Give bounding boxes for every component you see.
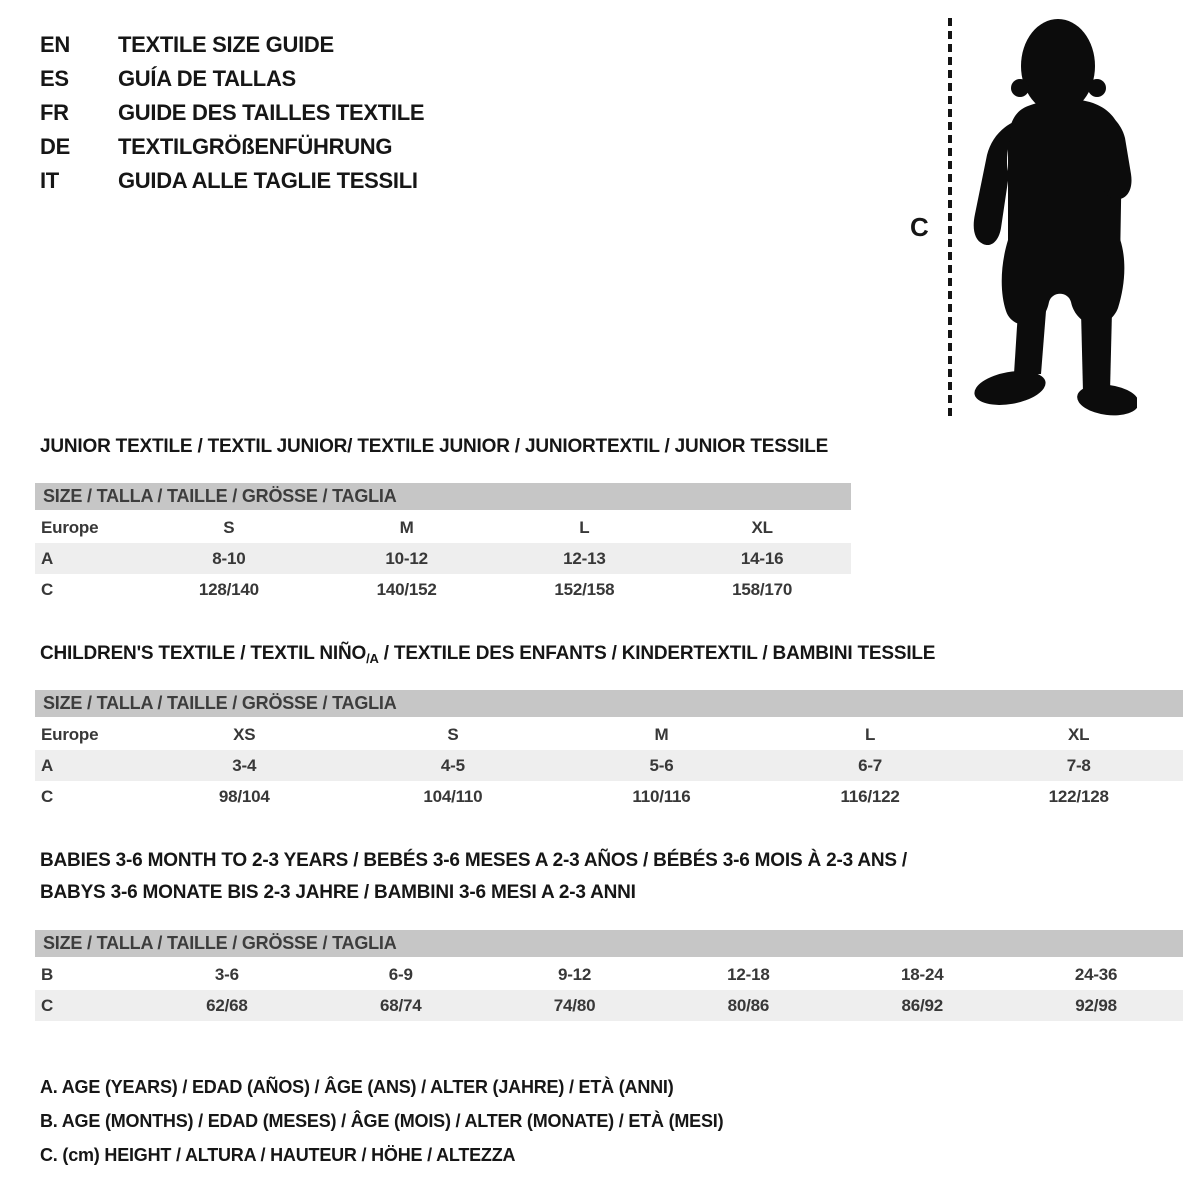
row-label: Europe — [41, 518, 99, 537]
table-row — [35, 750, 1183, 781]
table-cell: 6-7 — [858, 756, 883, 775]
table-cell: 5-6 — [649, 756, 674, 775]
table-cell: 12-13 — [563, 549, 606, 568]
row-label: B — [41, 965, 54, 984]
table-cell: 62/68 — [206, 996, 248, 1015]
language-code: FR — [40, 100, 69, 125]
table-cell: 152/158 — [554, 580, 615, 599]
row-label: A — [41, 756, 54, 775]
table-cell: 6-9 — [388, 965, 413, 984]
table-cell: L — [579, 518, 590, 537]
children-title-prefix: CHILDREN'S TEXTILE / TEXTIL NIÑO — [40, 643, 367, 664]
height-measure-figure — [900, 10, 1200, 430]
row-label: C — [41, 787, 54, 806]
table-row — [35, 574, 851, 605]
table-cell: 7-8 — [1066, 756, 1091, 775]
language-row — [40, 96, 424, 130]
language-title: TEXTILE SIZE GUIDE — [118, 32, 334, 57]
children-size-table — [35, 690, 1183, 812]
language-row — [40, 62, 424, 96]
babies-size-table — [35, 930, 1183, 1021]
table-row — [35, 990, 1183, 1021]
table-cell: M — [399, 518, 414, 537]
junior-size-table — [35, 483, 851, 605]
language-title: GUIDE DES TAILLES TEXTILE — [118, 100, 425, 125]
table-cell: 98/104 — [218, 787, 270, 806]
row-label: C — [41, 580, 54, 599]
babies-title-line2: BABYS 3-6 MONATE BIS 2-3 JAHRE / BAMBINI 3-6 MESI A 2-3 ANNI — [40, 882, 636, 903]
table-cell: 4-5 — [440, 756, 465, 775]
table-cell: 92/98 — [1075, 996, 1117, 1015]
language-code: IT — [40, 168, 59, 193]
row-label: A — [41, 549, 54, 568]
table-row — [35, 959, 1183, 990]
children-title-suffix: / TEXTILE DES ENFANTS / KINDERTEXTIL / BAMBINI TESSILE — [378, 643, 936, 664]
toddler-silhouette — [962, 16, 1137, 420]
height-dashed-line — [948, 18, 952, 418]
table-cell: 86/92 — [901, 996, 944, 1015]
measurement-legend — [40, 1070, 723, 1172]
language-code: ES — [40, 66, 69, 91]
table-cell: XL — [1068, 725, 1090, 744]
table-cell: 104/110 — [423, 787, 483, 806]
children-title-sub: /A — [366, 651, 379, 666]
table-row — [35, 512, 851, 543]
language-title: TEXTILGRÖßENFÜHRUNG — [118, 134, 393, 159]
legend-line: B. AGE (MONTHS) / EDAD (MESES) / ÂGE (MOIS) / ALTER (MONATE) / ETÀ (MESI) — [40, 1111, 724, 1131]
table-cell: M — [654, 725, 669, 744]
language-title: GUÍA DE TALLAS — [118, 66, 296, 91]
table-cell: 110/116 — [632, 787, 691, 806]
table-cell: 24-36 — [1074, 965, 1118, 984]
language-row — [40, 28, 424, 62]
table-cell: 116/122 — [840, 787, 900, 806]
babies-title-line1: BABIES 3-6 MONTH TO 2-3 YEARS / BEBÉS 3-6 MESES A 2-3 AÑOS / BÉBÉS 3-6 MOIS À 2-3 ANS / — [40, 850, 908, 871]
table-row — [35, 781, 1183, 812]
size-header-bar: SIZE / TALLA / TAILLE / GRÖSSE / TAGLIA — [35, 690, 1183, 717]
table-cell: 3-4 — [232, 756, 257, 775]
language-title-list — [40, 28, 424, 198]
language-code: EN — [40, 32, 70, 57]
size-header-bar: SIZE / TALLA / TAILLE / GRÖSSE / TAGLIA — [35, 930, 1183, 957]
table-cell: XS — [233, 725, 256, 744]
table-cell: 12-18 — [727, 965, 770, 984]
table-cell: L — [865, 725, 876, 744]
table-cell: S — [447, 725, 459, 744]
language-row — [40, 164, 424, 198]
size-header-bar: SIZE / TALLA / TAILLE / GRÖSSE / TAGLIA — [35, 483, 851, 510]
table-cell: S — [223, 518, 235, 537]
children-section-title — [40, 643, 935, 666]
table-cell: 158/170 — [732, 580, 793, 599]
language-row — [40, 130, 424, 164]
row-label: Europe — [41, 725, 99, 744]
row-label: C — [41, 996, 54, 1015]
table-cell: 3-6 — [214, 965, 239, 984]
table-cell: 140/152 — [376, 580, 437, 599]
table-row — [35, 719, 1183, 750]
junior-section-title: JUNIOR TEXTILE / TEXTIL JUNIOR/ TEXTILE JUNIOR / JUNIORTEXTIL / JUNIOR TESSILE — [40, 436, 829, 457]
legend-line: A. AGE (YEARS) / EDAD (AÑOS) / ÂGE (ANS) / ALTER (JAHRE) / ETÀ (ANNI) — [40, 1077, 674, 1097]
table-cell: XL — [751, 518, 773, 537]
table-cell: 80/86 — [727, 996, 770, 1015]
table-cell: 122/128 — [1048, 787, 1109, 806]
legend-line: C. (cm) HEIGHT / ALTURA / HAUTEUR / HÖHE / ALTEZZA — [40, 1145, 516, 1165]
table-cell: 14-16 — [740, 549, 784, 568]
table-cell: 18-24 — [901, 965, 944, 984]
table-cell: 8-10 — [212, 549, 246, 568]
table-cell: 68/74 — [379, 996, 422, 1015]
language-code: DE — [40, 134, 70, 159]
table-row — [35, 543, 851, 574]
height-measure-label: C — [910, 212, 929, 242]
language-title: GUIDA ALLE TAGLIE TESSILI — [118, 168, 418, 193]
table-cell: 10-12 — [385, 549, 428, 568]
table-cell: 74/80 — [553, 996, 596, 1015]
table-cell: 128/140 — [198, 580, 259, 599]
babies-section-title — [40, 845, 907, 909]
table-cell: 9-12 — [557, 965, 592, 984]
